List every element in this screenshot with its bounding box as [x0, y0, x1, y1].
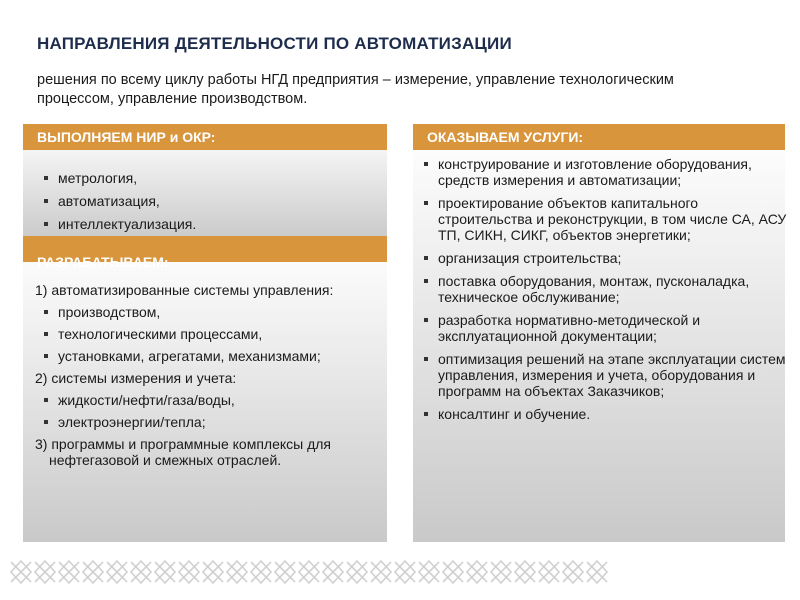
develop-item: электроэнергии/тепла; — [35, 414, 385, 430]
develop-item: производством, — [35, 304, 385, 320]
lattice-icon — [466, 560, 488, 584]
lattice-icon — [346, 560, 368, 584]
develop-category: 1) автоматизированные системы управления: — [35, 282, 334, 298]
lattice-icon — [370, 560, 392, 584]
lattice-icon — [442, 560, 464, 584]
develop-category: 3) программы и программные комплексы для нефтегазовой и смежных отраслей. — [35, 436, 332, 468]
lattice-icon — [418, 560, 440, 584]
lattice-icon — [490, 560, 512, 584]
develop-header: РАЗРАБАТЫВАЕМ: — [23, 236, 387, 262]
lattice-icon — [322, 560, 344, 584]
lattice-icon — [58, 560, 80, 584]
services-list — [415, 156, 795, 429]
lattice-icon — [538, 560, 560, 584]
lattice-icon — [10, 560, 32, 584]
develop-item: жидкости/нефти/газа/воды, — [35, 392, 385, 408]
research-header: ВЫПОЛНЯЕМ НИР и ОКР: — [23, 124, 387, 150]
service-item: разработка нормативно-методической и эксплуатационной документации; — [415, 312, 795, 344]
lattice-icon — [274, 560, 296, 584]
develop-list — [35, 282, 385, 474]
lattice-icon — [514, 560, 536, 584]
lattice-icon — [154, 560, 176, 584]
lattice-icon — [178, 560, 200, 584]
lattice-icon — [106, 560, 128, 584]
research-item: автоматизация, — [35, 193, 375, 209]
services-header: ОКАЗЫВАЕМ УСЛУГИ: — [413, 124, 785, 150]
lattice-icon — [394, 560, 416, 584]
lattice-icon — [34, 560, 56, 584]
research-item: метрология, — [35, 170, 375, 186]
lattice-icon — [250, 560, 272, 584]
develop-category: 2) системы измерения и учета: — [35, 370, 237, 386]
lattice-icon — [562, 560, 584, 584]
research-item: интеллектуализация. — [35, 216, 375, 232]
lattice-icon — [586, 560, 608, 584]
lattice-icon — [130, 560, 152, 584]
decorative-pattern — [10, 560, 612, 584]
service-item: проектирование объектов капитального строительства и реконструкции, в том числе СА, АСУ ТП, СИКН, СИКГ, объектов энергетики; — [415, 195, 795, 243]
service-item: оптимизация решений на этапе эксплуатации систем управления, измерения и учета, оборудования и программ на объектах Заказчиков; — [415, 351, 795, 399]
service-item: консалтинг и обучение. — [415, 406, 795, 422]
develop-item: технологическими процессами, — [35, 326, 385, 342]
lattice-icon — [298, 560, 320, 584]
service-item: поставка оборудования, монтаж, пусконаладка, техническое обслуживание; — [415, 273, 795, 305]
page-subtitle: решения по всему циклу работы НГД предприятия – измерение, управление технологическим процессом, управление производством. — [37, 72, 674, 107]
lattice-icon — [226, 560, 248, 584]
lattice-icon — [202, 560, 224, 584]
page-title: НАПРАВЛЕНИЯ ДЕЯТЕЛЬНОСТИ ПО АВТОМАТИЗАЦИИ — [37, 34, 512, 53]
service-item: конструирование и изготовление оборудования, средств измерения и автоматизации; — [415, 156, 795, 188]
develop-item: установками, агрегатами, механизмами; — [35, 348, 385, 364]
research-list — [35, 170, 375, 239]
service-item: организация строительства; — [415, 250, 795, 266]
lattice-icon — [82, 560, 104, 584]
